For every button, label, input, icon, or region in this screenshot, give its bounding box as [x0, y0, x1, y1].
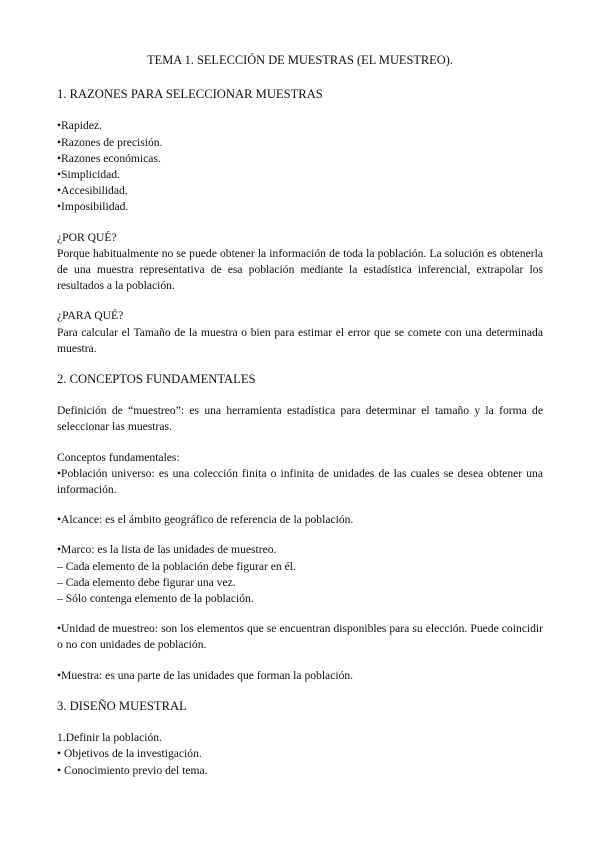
- concepts-label: Conceptos fundamentales:: [57, 450, 180, 464]
- list-item: • Conocimiento previo del tema.: [57, 763, 208, 777]
- concepts-block: [57, 450, 543, 499]
- frame-text: •Marco: es la lista de las unidades de muestreo.: [57, 543, 277, 557]
- why-question: ¿POR QUÉ?: [57, 230, 117, 244]
- list-item: • Objetivos de la investigación.: [57, 747, 202, 761]
- list-item: •Accesibilidad.: [57, 184, 128, 198]
- purpose-block: [57, 308, 543, 357]
- section-heading-reasons: 1. RAZONES PARA SELECCIONAR MUESTRAS: [57, 87, 323, 102]
- list-item: •Razones de precisión.: [57, 135, 163, 149]
- design-list: [57, 730, 543, 779]
- sampling-definition: Definición de “muestreo”: es una herramienta estadística para determinar el tamaño y la forma de seleccionar las muestras.: [57, 404, 543, 434]
- concept-sampling-unit: •Unidad de muestreo: son los elementos que se encuentran disponibles para su elección. Puede coincidir o no con unidades de población.: [57, 622, 543, 652]
- concept-sample: •Muestra: es una parte de las unidades que forman la población.: [57, 668, 354, 682]
- document-page: [57, 52, 543, 793]
- purpose-answer: Para calcular el Tamaño de la muestra o bien para estimar el error que se comete con una determinada muestra.: [57, 325, 543, 355]
- list-item: •Rapidez.: [57, 119, 102, 133]
- reasons-list: [57, 118, 543, 215]
- frame-rule: – Cada elemento debe figurar una vez.: [57, 575, 236, 589]
- design-step: 1.Definir la población.: [57, 731, 162, 745]
- frame-rule: – Cada elemento de la población debe figurar en él.: [57, 559, 296, 573]
- document-title: TEMA 1. SELECCIÓN DE MUESTRAS (EL MUESTREO).: [147, 53, 453, 67]
- section-heading-concepts: 2. CONCEPTOS FUNDAMENTALES: [57, 372, 256, 387]
- list-item: •Razones económicas.: [57, 151, 161, 165]
- list-item: •Imposibilidad.: [57, 200, 129, 214]
- why-block: [57, 230, 543, 295]
- why-answer: Porque habitualmente no se puede obtener la información de toda la población. La solución es obtenerla de una muestra representativa de esa población mediante la estadística inferencial, extrapolar los resultados a la población.: [57, 246, 543, 293]
- purpose-question: ¿PARA QUÉ?: [57, 309, 124, 323]
- concept-universe: •Población universo: es una colección finita o infinita de unidades de las cuales se desea obtener una información.: [57, 466, 543, 497]
- section-heading-design: 3. DISEÑO MUESTRAL: [57, 698, 187, 713]
- concept-frame: [57, 542, 543, 607]
- frame-rule: – Sólo contenga elemento de la población.: [57, 592, 254, 606]
- concept-scope: •Alcance: es el ámbito geográfico de referencia de la población.: [57, 513, 354, 527]
- list-item: •Simplicidad.: [57, 168, 120, 182]
